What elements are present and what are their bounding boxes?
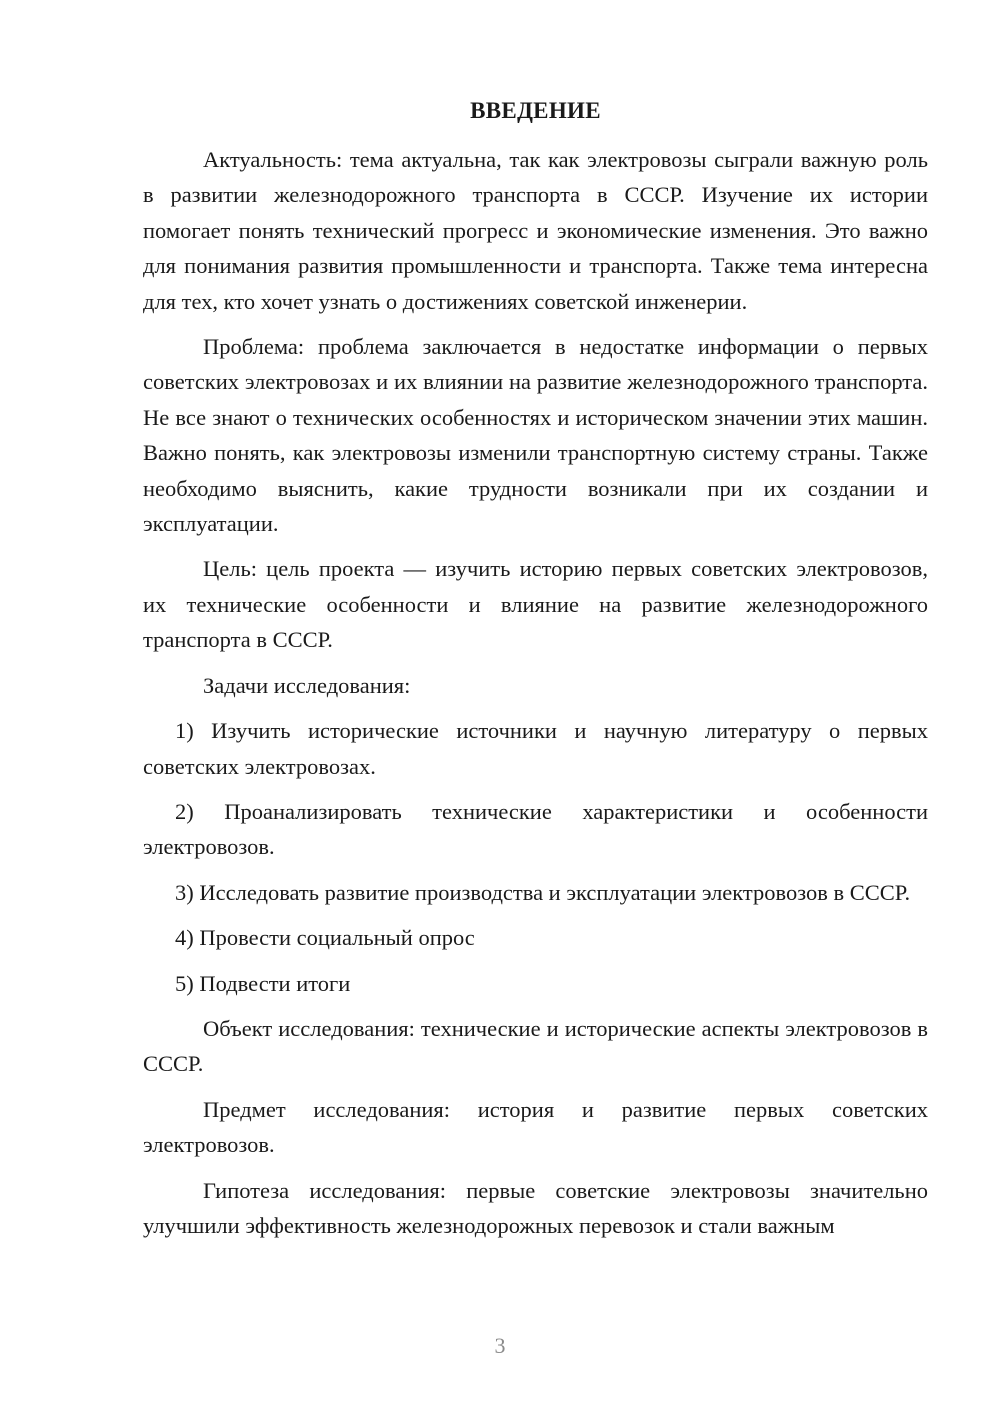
task-item-2: 2) Проанализировать технические характеристики и особенности электровозов. — [143, 798, 928, 860]
task-item-5: 5) Подвести итоги — [175, 970, 351, 996]
task-item-1: 1) Изучить исторические источники и научную литературу о первых советских электровозах. — [143, 718, 928, 779]
page-title: ВВЕДЕНИЕ — [470, 98, 601, 123]
tasks-heading: Задачи исследования: — [203, 672, 411, 698]
task-item-3: 3) Исследовать развитие производства и эксплуатации электровозов в СССР. — [175, 879, 911, 905]
paragraph-hypothesis: Гипотеза исследования: первые советские электровозы значительно улучшили эффективность железнодорожных перевозок и стали важным — [143, 1177, 928, 1238]
paragraph-object: Объект исследования: технические и исторические аспекты электровозов в СССР. — [143, 1015, 928, 1077]
paragraph-relevance: Актуальность: тема актуальна, так как электровозы сыграли важную роль в развитии железнодорожного транспорта в СССР. Изучение их истории помогает понять технический прогресс и экономические изменения. Это важно для понимания развития промышленности и транспорта. Также тема интересна для тех, кто хочет узнать о достижениях советской инженерии. — [143, 147, 928, 314]
document-body — [143, 142, 928, 1253]
paragraph-problem: Проблема: проблема заключается в недостатке информации о первых советских электровозах и их влиянии на развитие железнодорожного транспорта. Не все знают о технических особенностях и историческом значении этих машин. Важно понять, как электровозы изменили транспортную систему страны. Также необходимо выяснить, какие трудности возникали при их создании и эксплуатации. — [143, 334, 928, 537]
paragraph-subject: Предмет исследования: история и развитие первых советских электровозов. — [143, 1096, 928, 1158]
task-item-4: 4) Провести социальный опрос — [175, 925, 475, 951]
page-number: 3 — [494, 1333, 506, 1358]
paragraph-goal: Цель: цель проекта — изучить историю первых советских электровозов, их технические особенности и влияние на развитие железнодорожного транспорта в СССР. — [143, 556, 928, 653]
